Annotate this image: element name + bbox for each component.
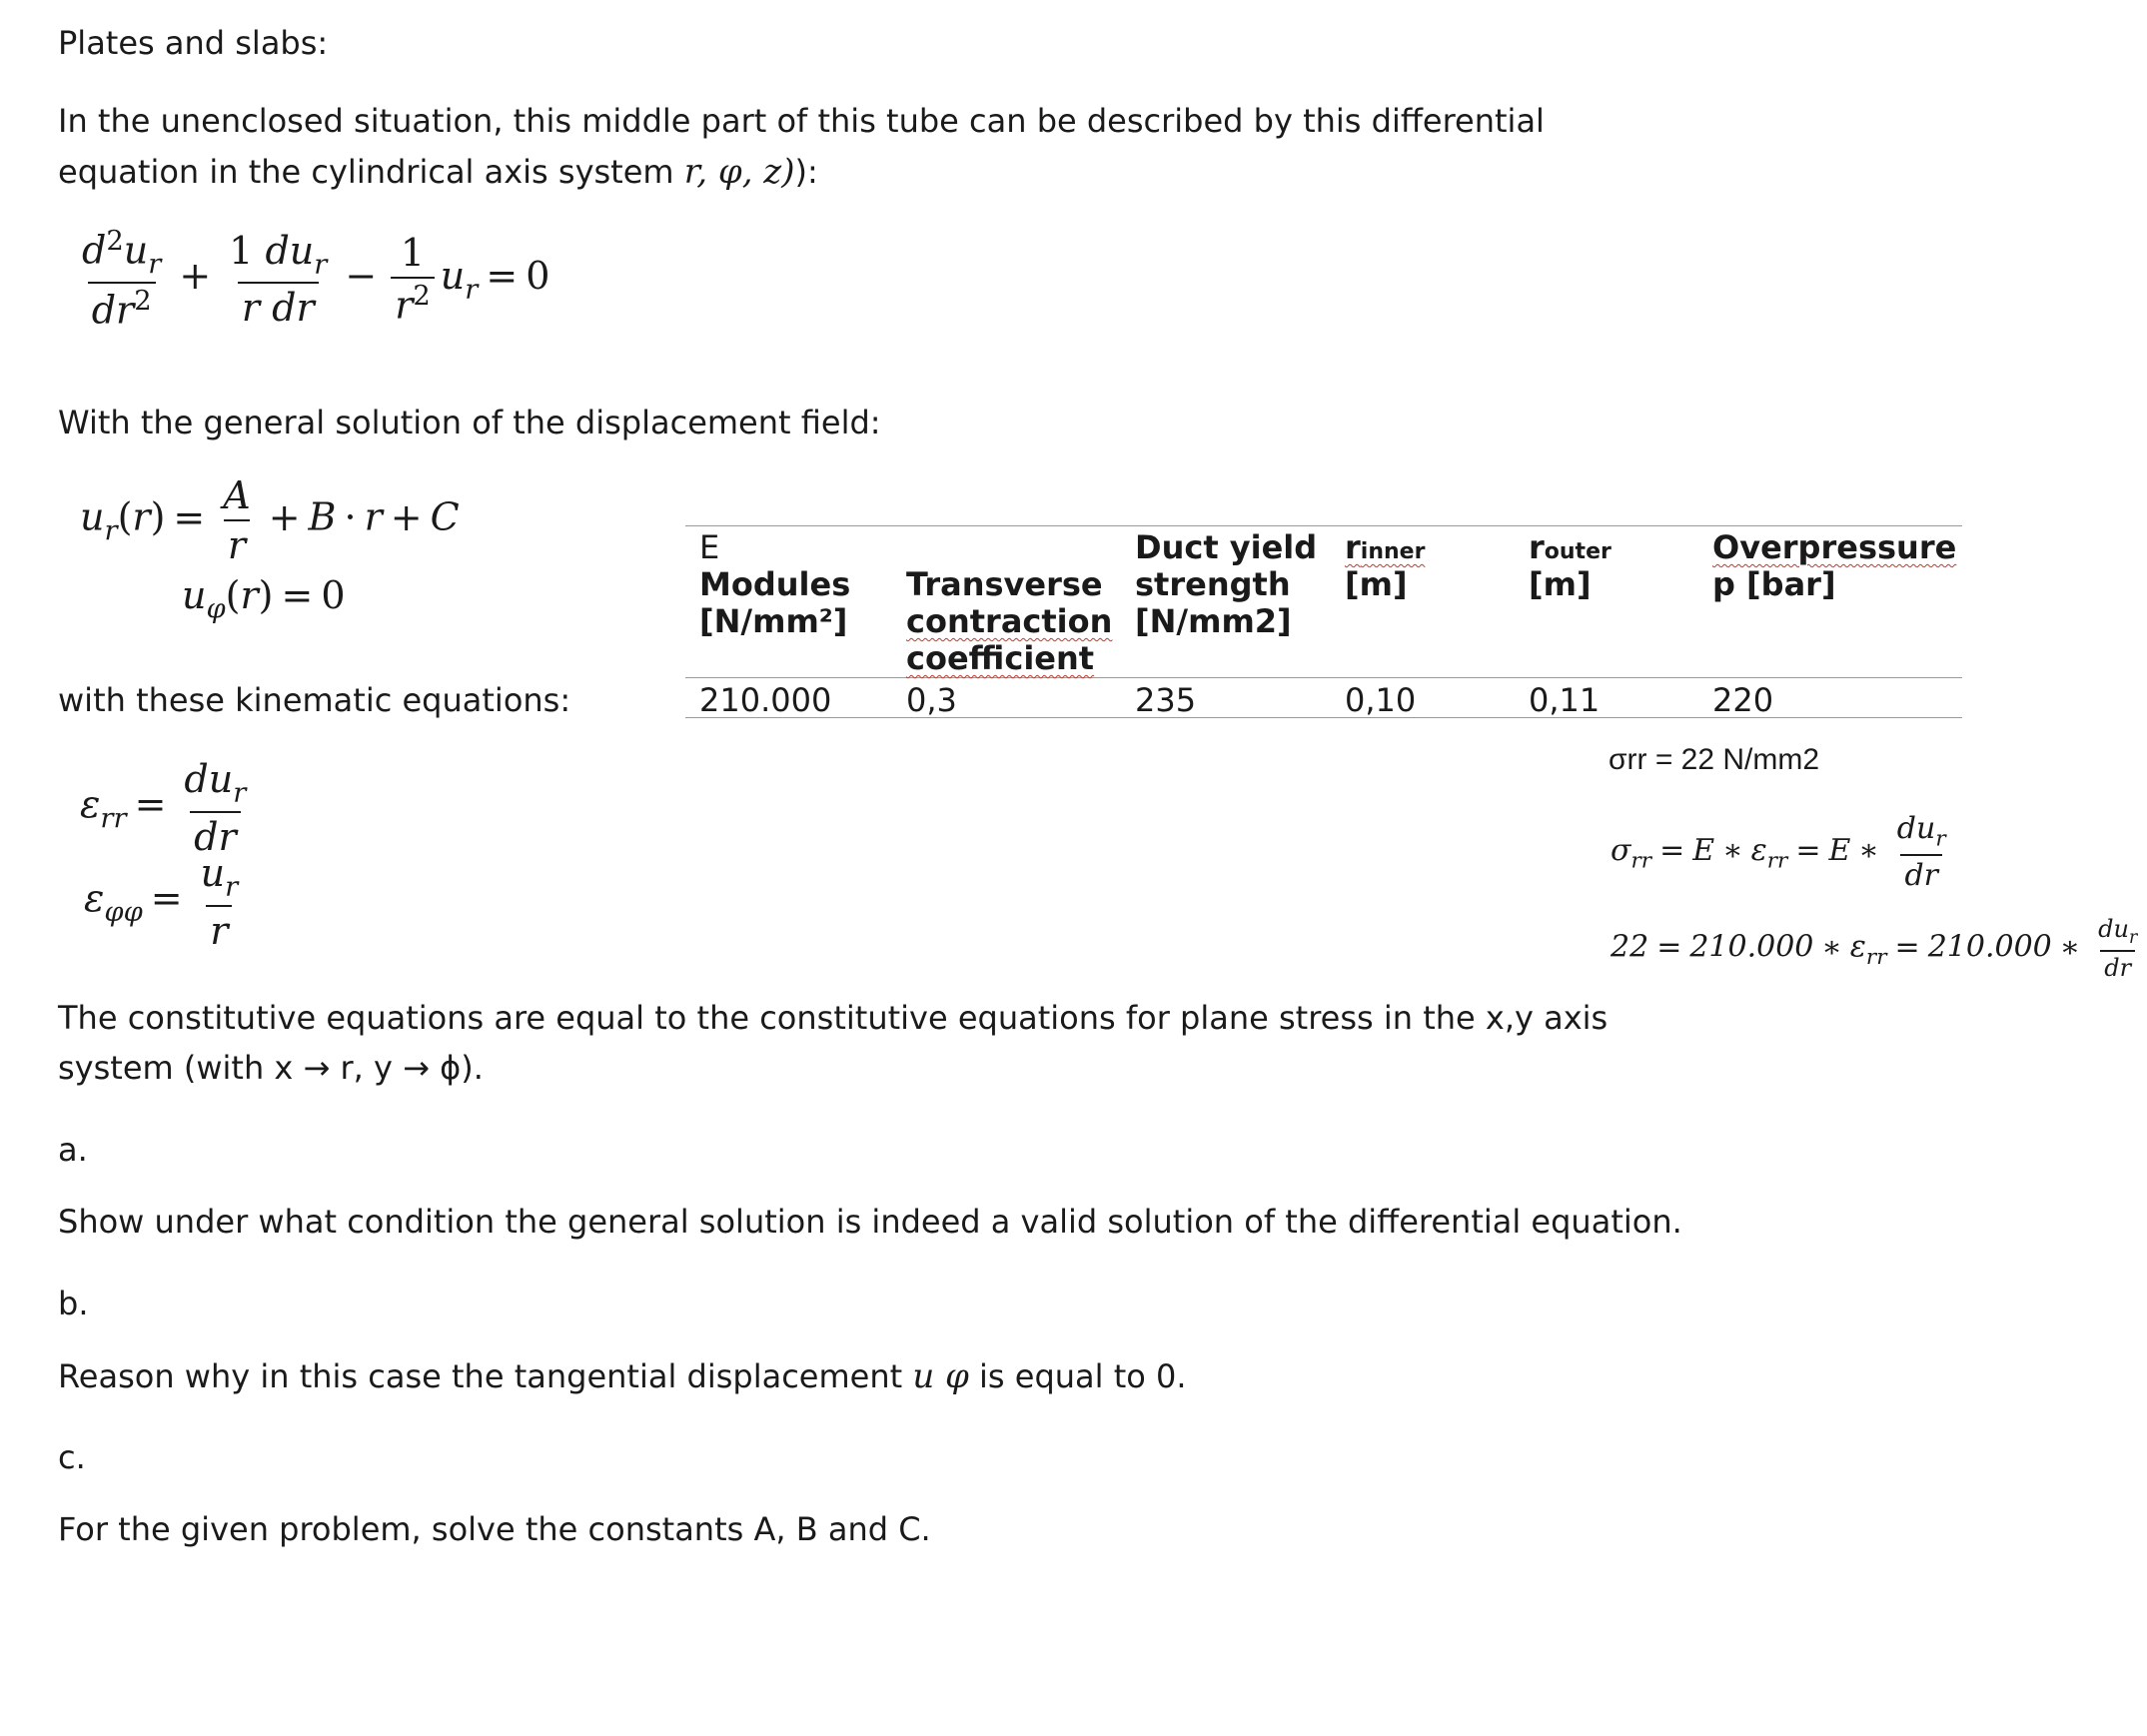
header-e-line2: Modules: [699, 565, 851, 603]
header-transverse-line1: Transverse: [906, 565, 1103, 603]
cell-yield-value: 235: [1135, 681, 1197, 719]
header-yield-line3: [N/mm2]: [1135, 602, 1292, 640]
table-header-border: [685, 677, 1962, 678]
annotation-eq-stress: $\sigma_{rr} = E$ ∗ $\varepsilon_{rr} = E$ ∗ $\frac{du_r}{dr}$: [1610, 811, 1946, 893]
general-solution-text: With the general solution of the displacement field:: [58, 404, 881, 441]
intro-line-2-prefix: equation in the cylindrical axis system: [58, 153, 674, 191]
header-router-sub: outer: [1544, 539, 1611, 564]
question-b-text: [58, 1356, 1187, 1396]
header-overpressure-line1: Overpressure: [1712, 528, 1957, 566]
header-rinner-line2: [m]: [1345, 565, 1408, 603]
annotation-eq-numeric-mod2: 210.000: [1927, 929, 2052, 965]
cell-transverse-value: 0,3: [906, 681, 957, 719]
question-c-label: c.: [58, 1438, 86, 1476]
header-router-line2: [m]: [1529, 565, 1592, 603]
intro-line-1: In the unenclosed situation, this middle part of this tube can be described by this differential: [58, 102, 1545, 140]
cell-overpressure-value: 220: [1712, 681, 1774, 719]
cell-e-value: 210.000: [699, 681, 832, 719]
cell-rinner-value: 0,10: [1345, 681, 1417, 719]
kinematic-eq-phiphi: $\varepsilon_{\varphi\varphi}$ = $\frac{u_r}{r}$: [84, 851, 239, 953]
header-e-line3: [N/mm²]: [699, 602, 848, 640]
header-yield-line2: strength: [1135, 565, 1291, 603]
question-b-suffix: is equal to 0.: [979, 1357, 1187, 1395]
question-b-math: u φ: [912, 1356, 969, 1396]
page-heading: [58, 24, 328, 62]
question-c-text: For the given problem, solve the constants A, B and C.: [58, 1510, 931, 1548]
differential-equation: $\frac{d^2u_r}{dr^2}$ + $\frac{1 du_r}{\text{r dr}}$ − $\frac{1}{r^2}$ $u_r = 0$: [82, 226, 550, 333]
intro-line-2: [58, 152, 818, 192]
intro-line-2-suffix: ):: [794, 153, 818, 191]
header-yield-line1: Duct yield: [1135, 528, 1318, 566]
annotation-eq-numeric-lhs: 22: [1610, 929, 1649, 965]
question-a-label: a.: [58, 1131, 88, 1169]
question-b-prefix: Reason why in this case the tangential displacement: [58, 1357, 903, 1395]
header-e-line1: E: [699, 528, 720, 566]
cell-router-value: 0,11: [1529, 681, 1601, 719]
constitutive-line-1: The constitutive equations are equal to the constitutive equations for plane stress in the x,y axis: [58, 999, 1609, 1037]
annotation-eq-numeric-mod1: 210.000: [1689, 929, 1814, 965]
header-transverse-line2: contraction: [906, 602, 1113, 640]
general-solution-uphi: $u_\varphi(r) = 0$: [182, 573, 346, 625]
question-b-label: b.: [58, 1285, 89, 1322]
page-heading-text: Plates and slabs:: [58, 24, 329, 62]
kinematic-text: with these kinematic equations:: [58, 681, 571, 719]
constitutive-line-2: system (with x → r, y → ϕ).: [58, 1049, 484, 1087]
header-router-line1: [1529, 529, 1611, 570]
annotation-sigma: σrr = 22 N/mm2: [1609, 743, 1820, 776]
table-top-border: [685, 525, 1962, 526]
header-rinner-line1: [1345, 529, 1425, 570]
header-transverse-line3: coefficient: [906, 639, 1095, 677]
header-rinner-sub: inner: [1360, 539, 1426, 564]
header-router-r: r: [1529, 528, 1545, 566]
intro-line-2-math: r, φ, z): [683, 152, 795, 192]
annotation-eq-numeric: 22 = 210.000 ∗ $\varepsilon_{rr} = 210.000$ ∗ $\frac{du_r}{dr}$: [1610, 915, 2138, 983]
header-rinner-r: r: [1345, 528, 1361, 566]
kinematic-eq-rr: $\varepsilon_{rr}$ = $\frac{du_r}{dr}$: [80, 757, 247, 859]
general-solution-ur: $u_r(r)$ = $\frac{A}{r}$ + B · r + C: [80, 473, 460, 567]
header-overpressure-line2: p [bar]: [1712, 565, 1836, 603]
question-a-text: Show under what condition the general solution is indeed a valid solution of the differential equation.: [58, 1203, 1682, 1241]
